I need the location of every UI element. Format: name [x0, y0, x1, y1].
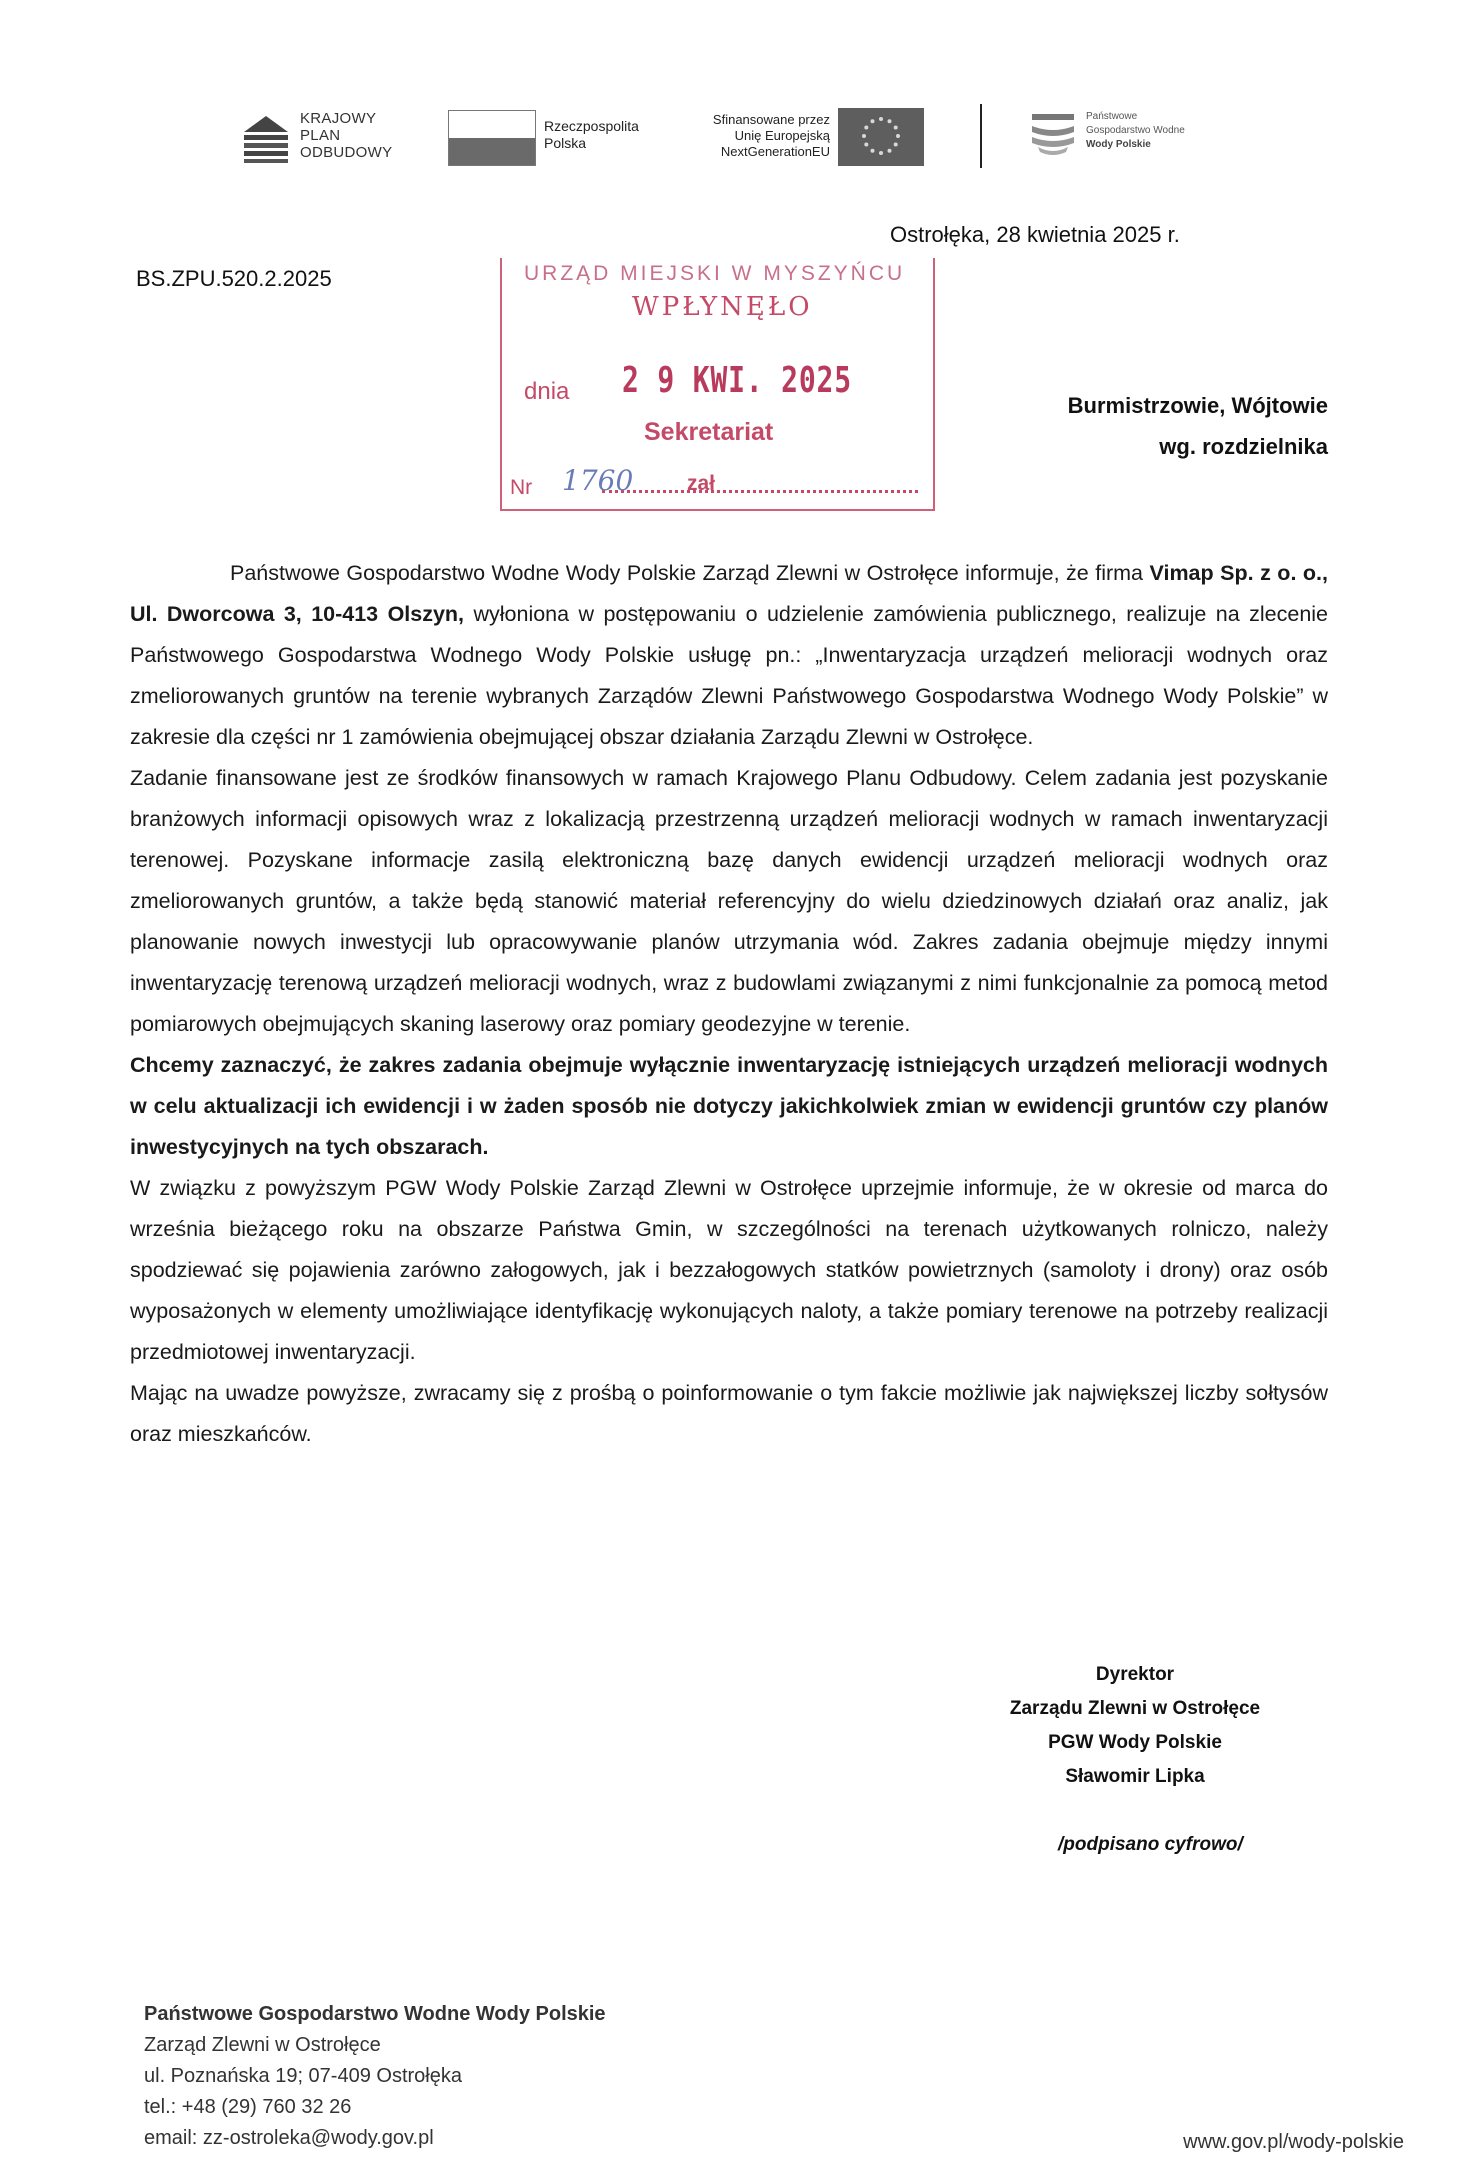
kpo-logo: [240, 108, 430, 168]
received-stamp: [500, 258, 935, 511]
kpo-line1: KRAJOWY: [300, 110, 377, 127]
paragraph-3: Chcemy zaznaczyć, że zakres zadania obejmuje wyłącznie inwentaryzację istniejących urządzeń melioracji wodnych w celu aktualizacji ich ewidencji i w żaden sposób nie dotyczy jakichkolwiek zmian w ewidencji gruntów czy planów inwestycyjnych na tych obszarach.: [130, 1053, 1328, 1159]
stamp-nr-value: 1760: [562, 464, 634, 497]
wody-polskie-logo: [1030, 108, 1230, 164]
signature-org: PGW Wody Polskie: [1048, 1732, 1222, 1753]
signature-block: [945, 1658, 1325, 1794]
footer-unit: Zarząd Zlewni w Ostrołęce: [144, 2034, 381, 2056]
paragraph-5: Mając na uwadze powyższe, zwracamy się z prośbą o poinformowanie o tym fakcie możliwie jak największej liczby sołtysów oraz mieszkańców.: [130, 1381, 1328, 1446]
paragraph-4: W związku z powyższym PGW Wody Polskie Zarząd Zlewni w Ostrołęce uprzejmie informuje, że w okresie od marca do września bieżącego roku na obszarze Państwa Gmin, w szczególności na terenach użytkowanych rolniczo, należy spodziewać się pojawienia zarówno załogowych, jak i bezzałogowych statków powietrznych (samoloty i drony) oraz osób wyposażonych w elementy umożliwiające identyfikację wykonujących naloty, a także pomiary terenowe na potrzeby realizacji przedmiotowej inwentaryzacji.: [130, 1176, 1328, 1364]
footer-phone: tel.: +48 (29) 760 32 26: [144, 2096, 352, 2118]
pgw-line1: Państwowe: [1086, 111, 1138, 122]
footer-org: Państwowe Gospodarstwo Wodne Wody Polskie: [144, 2003, 606, 2025]
letter-body: [130, 553, 1328, 1455]
stamp-department: Sekretariat: [644, 418, 774, 446]
signature-unit: Zarządu Zlewni w Ostrołęce: [1009, 1698, 1261, 1719]
stamp-office: URZĄD MIEJSKI W MYSZYŃCU: [524, 262, 906, 285]
signature-name: Sławomir Lipka: [1065, 1766, 1205, 1787]
rp-line1: Rzeczpospolita: [544, 118, 639, 134]
stamp-received: WPŁYNĘŁO: [632, 292, 813, 322]
kpo-line3: ODBUDOWY: [300, 144, 393, 161]
pgw-line3: Wody Polskie: [1086, 139, 1151, 150]
rzeczpospolita-logo: [448, 108, 658, 168]
stamp-dnia-label: dnia: [524, 378, 570, 405]
polish-flag-icon: [448, 110, 536, 166]
eu-line1: Sfinansowane przez: [712, 112, 830, 127]
logo-divider: [980, 104, 982, 168]
eu-flag-icon: [838, 108, 924, 166]
paragraph-1: [130, 553, 1328, 758]
recipient-line2: wg. rozdzielnika: [1159, 434, 1328, 459]
signature-title: Dyrektor: [1095, 1664, 1175, 1685]
recipient: [1068, 385, 1328, 467]
place-date: Ostrołęka, 28 kwietnia 2025 r.: [890, 222, 1180, 247]
paragraph-1-rest: wyłoniona w postępowaniu o udzielenie zamówienia publicznego, realizuje na zlecenie Państwowego Gospodarstwa Wodnego Wody Polskie usługę pn.: „Inwentaryzacja urządzeń melioracji wodnych oraz zmeliorowanych gruntów na terenie wybranych Zarządów Zlewni Państwowego Gospodarstwa Wodnego Wody Polskie” w zakresie dla części nr 1 zamówienia obejmującej obszar działania Zarządu Zlewni w Ostrołęce.: [130, 602, 1329, 749]
wody-polskie-emblem-icon: [1030, 112, 1076, 156]
paragraph-2: Zadanie finansowane jest ze środków finansowych w ramach Krajowego Planu Odbudowy. Celem zadania jest pozyskanie branżowych informacji opisowych wraz z lokalizacją przestrzenną urządzeń melioracji wodnych w ramach inwentaryzacji terenowej. Pozyskane informacje zasilą elektroniczną bazę danych ewidencji urządzeń melioracji wodnych oraz zmeliorowanych gruntów, a także będą stanowić materiał referencyjny do wielu dziedzinowych działań oraz analiz, jak planowanie nowych inwestycji lub opracowywanie planów utrzymania wód. Zakres zadania obejmuje między innymi inwentaryzację terenową urządzeń melioracji wodnych, wraz z budowlami związanymi z nimi funkcjonalnie za pomocą metod pomiarowych obejmujących skaning laserowy oraz pomiary geodezyjne w terenie.: [130, 766, 1328, 1036]
stamp-dotted-line: [602, 490, 918, 493]
stamp-date: 2 9 KWI. 2025: [622, 360, 852, 401]
footer-email: email: zz-ostroleka@wody.gov.pl: [144, 2127, 434, 2149]
footer-street: ul. Poznańska 19; 07-409 Ostrołęka: [144, 2065, 462, 2087]
reference-number: BS.ZPU.520.2.2025: [136, 266, 332, 291]
eu-line3: NextGenerationEU: [720, 144, 830, 159]
footer-website: www.gov.pl/wody-polskie: [1183, 2131, 1404, 2153]
recipient-line1: Burmistrzowie, Wójtowie: [1067, 393, 1328, 418]
eu-funding-logo: [684, 108, 924, 168]
footer-address: [144, 1999, 606, 2154]
digital-signature-note: /podpisano cyfrowo/: [1058, 1834, 1243, 1855]
rp-line2: Polska: [544, 135, 587, 151]
paragraph-1-intro: Państwowe Gospodarstwo Wodne Wody Polskie Zarząd Zlewni w Ostrołęce informuje, że firma: [230, 561, 1150, 585]
kpo-line2: PLAN: [300, 127, 341, 144]
stamp-zal-label: zał: [687, 472, 716, 495]
stamp-nr-label: Nr: [510, 476, 533, 499]
company-name: Vimap Sp. z o. o., Ul. Dworcowa 3, 10-413 Olszyn,: [130, 561, 1328, 626]
kpo-emblem-icon: [240, 112, 292, 164]
pgw-line2: Gospodarstwo Wodne: [1086, 125, 1185, 136]
eu-line2: Unię Europejską: [734, 128, 830, 143]
